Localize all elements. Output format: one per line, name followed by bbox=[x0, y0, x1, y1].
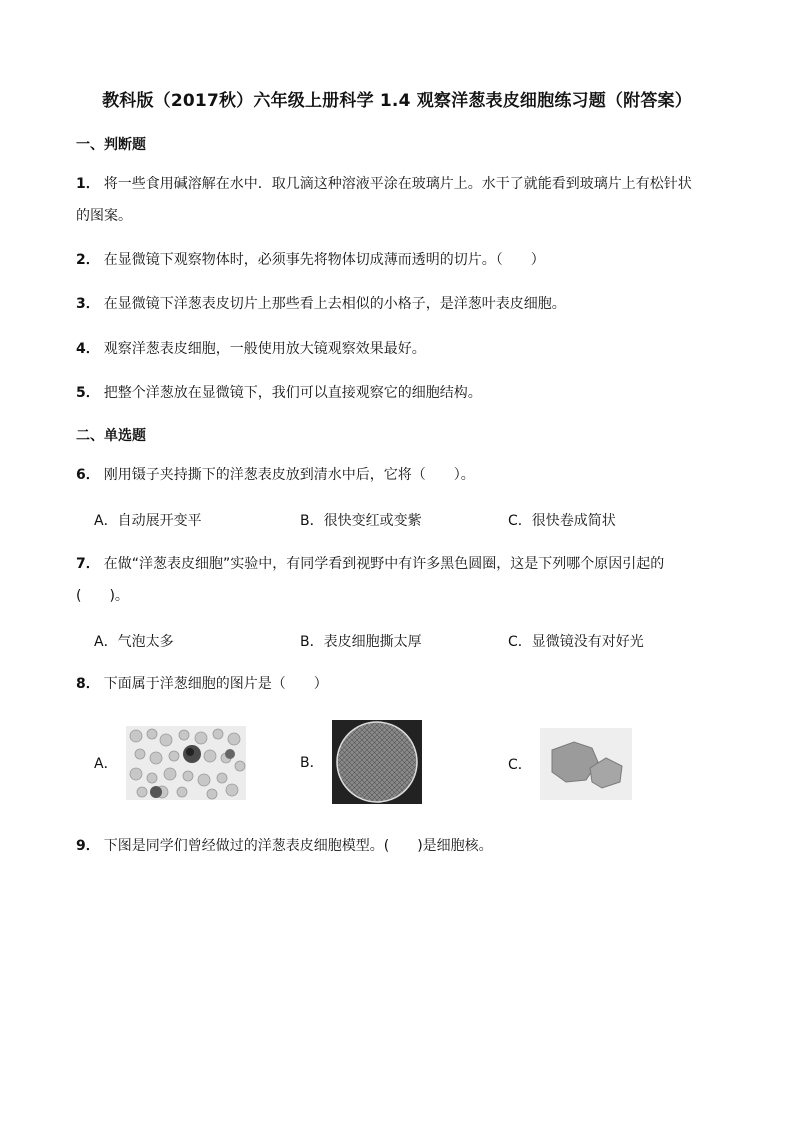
option-b[interactable]: B．表皮细胞撕太厚 bbox=[300, 634, 422, 650]
question-number: 6． bbox=[76, 467, 100, 483]
question-6 bbox=[76, 459, 726, 491]
question-number: 2． bbox=[76, 252, 100, 268]
question-text: 在做“洋葱表皮细胞”实验中，有同学看到视野中有许多黑色圆圈，这是下列哪个原因引起的 bbox=[103, 556, 665, 572]
question-3 bbox=[76, 288, 726, 320]
question-text: 下图是同学们曾经做过的洋葱表皮细胞模型。( )是细胞核。 bbox=[103, 838, 493, 854]
question-1 bbox=[76, 168, 726, 232]
question-text-continued: ( )。 bbox=[76, 588, 129, 604]
question-number: 3． bbox=[76, 296, 100, 312]
question-text: 刚用镊子夹持撕下的洋葱表皮放到清水中后，它将（ ）。 bbox=[103, 467, 475, 483]
option-c[interactable]: C．很快卷成简状 bbox=[508, 513, 616, 529]
section-heading-single-choice: 二、单选题 bbox=[76, 428, 146, 444]
option-b[interactable] bbox=[300, 720, 422, 804]
page-title: 教科版（2017秋）六年级上册科学 1.4 观察洋葱表皮细胞练习题（附答案） bbox=[102, 91, 692, 111]
question-7 bbox=[76, 548, 726, 612]
question-number: 7． bbox=[76, 556, 100, 572]
question-text: 下面属于洋葱细胞的图片是（ ） bbox=[103, 676, 328, 692]
question-number: 4． bbox=[76, 341, 100, 357]
question-text: 在显微镜下洋葱表皮切片上那些看上去相似的小格子，是洋葱叶表皮细胞。 bbox=[103, 296, 566, 312]
question-number: 1． bbox=[76, 176, 100, 192]
option-a[interactable]: A．气泡太多 bbox=[94, 634, 174, 650]
question-text: 把整个洋葱放在显微镜下，我们可以直接观察它的细胞结构。 bbox=[103, 385, 482, 401]
question-number: 9． bbox=[76, 838, 100, 854]
question-number: 8． bbox=[76, 676, 100, 692]
section-heading-true-false: 一、判断题 bbox=[76, 137, 146, 153]
question-9 bbox=[76, 830, 726, 862]
question-number: 5． bbox=[76, 385, 100, 401]
option-b[interactable]: B．很快变红或变紫 bbox=[300, 513, 422, 529]
question-text-continued: 的图案。 bbox=[76, 208, 132, 224]
option-a[interactable] bbox=[94, 726, 246, 800]
question-text: 将一些食用碱溶解在水中．取几滴这种溶液平涂在玻璃片上。水干了就能看到玻璃片上有松针状 bbox=[103, 176, 692, 192]
question-8-image-options bbox=[94, 720, 734, 810]
question-5 bbox=[76, 377, 726, 409]
option-label: A． bbox=[94, 756, 118, 772]
option-c[interactable]: C．显微镜没有对好光 bbox=[508, 634, 644, 650]
question-text: 观察洋葱表皮细胞，一般使用放大镜观察效果最好。 bbox=[103, 341, 426, 357]
option-label: C． bbox=[508, 757, 532, 773]
question-4 bbox=[76, 333, 726, 365]
microscope-field-image bbox=[332, 720, 422, 804]
option-label: B． bbox=[300, 755, 324, 771]
blood-cells-image bbox=[126, 726, 246, 800]
question-text: 在显微镜下观察物体时，必须事先将物体切成薄而透明的切片。（ ） bbox=[103, 252, 545, 268]
option-c[interactable] bbox=[508, 728, 632, 800]
question-2 bbox=[76, 244, 726, 276]
option-a[interactable]: A．自动展开变平 bbox=[94, 513, 202, 529]
onion-skin-image bbox=[540, 728, 632, 800]
question-8 bbox=[76, 668, 726, 700]
